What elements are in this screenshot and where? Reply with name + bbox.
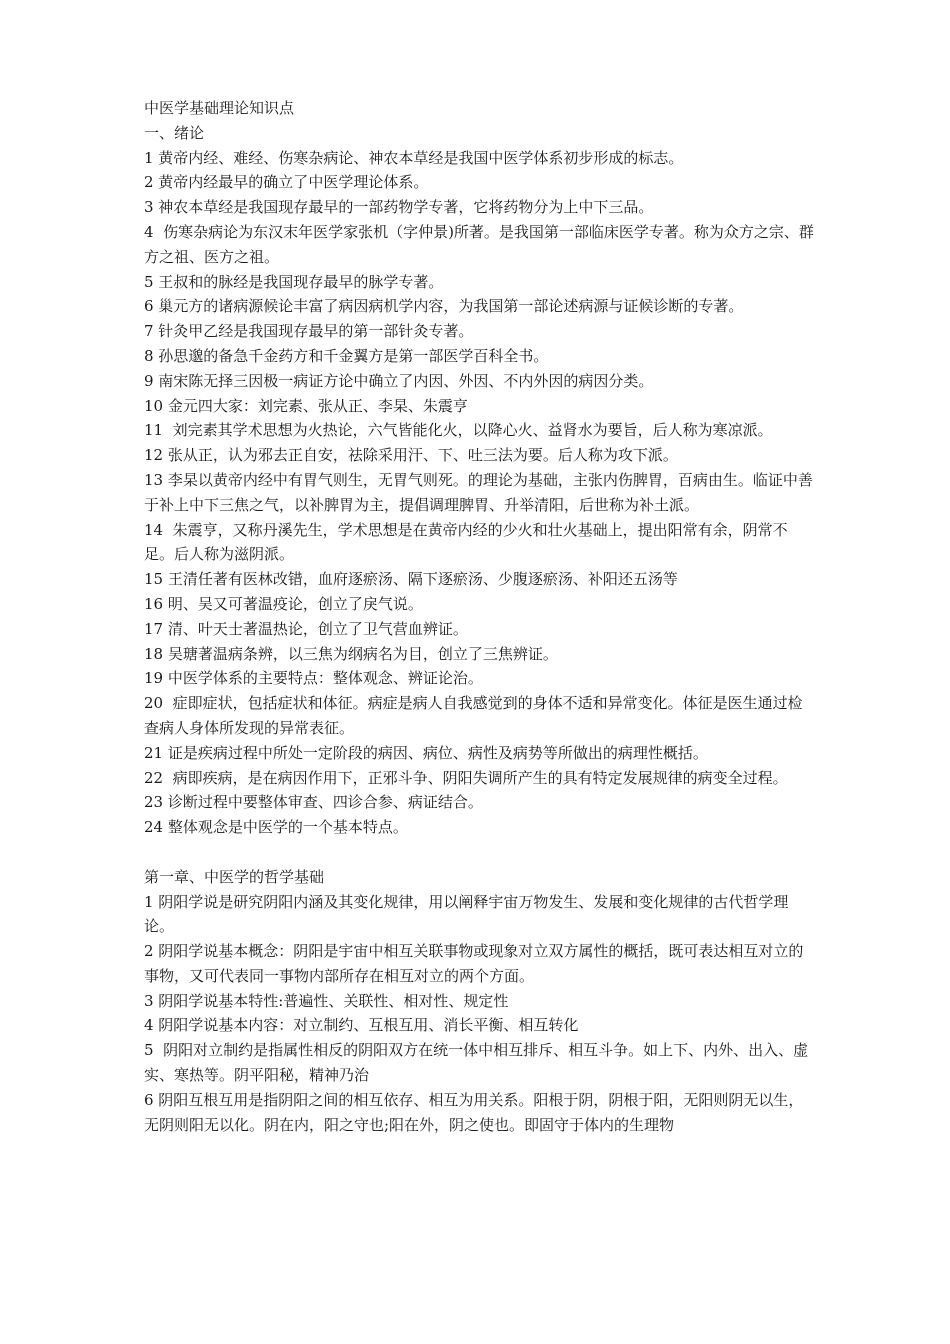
list-item: 4 阴阳学说基本内容：对立制约、互根互用、消长平衡、相互转化 — [144, 1016, 579, 1035]
list-item: 5 阴阳对立制约是指属性相反的阴阳双方在统一体中相互排斥、相互斗争。如上下、内外、出入、虚实、寒热等。阴平阳秘，精神乃治 — [144, 1041, 809, 1085]
list-item: 13 李杲以黄帝内经中有胃气则生，无胃气则死。的理论为基础，主张内伤脾胃，百病由生。临证中善于补上中下三焦之气，以补脾胃为主，提倡调理脾胃、升举清阳，后世称为补土派。 — [144, 470, 813, 514]
list-item: 5 王叔和的脉经是我国现存最早的脉学专著。 — [144, 272, 444, 291]
list-item: 16 明、吴又可著温疫论，创立了戾气说。 — [144, 594, 423, 613]
list-item: 17 清、叶天士著温热论，创立了卫气营血辨证。 — [144, 619, 468, 638]
list-item: 2 黄帝内经最早的确立了中医学理论体系。 — [144, 173, 429, 192]
section-spacer — [144, 840, 816, 865]
list-item: 6 巢元方的诸病源候论丰富了病因病机学内容，为我国第一部论述病源与证候诊断的专著。 — [144, 297, 744, 316]
list-item: 1 黄帝内经、难经、伤寒杂病论、神农本草经是我国中医学体系初步形成的标志。 — [144, 148, 684, 167]
list-item: 3 神农本草经是我国现存最早的一部药物学专著，它将药物分为上中下三品。 — [144, 198, 654, 217]
list-item: 12 张从正，认为邪去正自安，祛除采用汗、下、吐三法为要。后人称为攻下派。 — [144, 446, 678, 465]
section-heading: 一、绪论 — [144, 123, 205, 142]
section-heading: 第一章、中医学的哲学基础 — [144, 867, 325, 886]
document-page — [144, 96, 816, 1137]
list-item: 19 中医学体系的主要特点：整体观念、辨证论治。 — [144, 669, 483, 688]
list-item: 18 吴瑭著温病条辨，以三焦为纲病名为目，创立了三焦辨证。 — [144, 644, 558, 663]
list-item: 24 整体观念是中医学的一个基本特点。 — [144, 818, 408, 837]
list-item: 2 阴阳学说基本概念：阴阳是宇宙中相互关联事物或现象对立双方属性的概括，既可表达相互对立的事物，又可代表同一事物内部所存在相互对立的两个方面。 — [144, 942, 804, 985]
list-item: 10 金元四大家：刘完素、张从正、李杲、朱震亨 — [144, 396, 468, 415]
list-item: 23 诊断过程中要整体审查、四诊合参、病证结合。 — [144, 793, 483, 812]
list-item: 21 证是疾病过程中所处一定阶段的病因、病位、病性及病势等所做出的病理性概括。 — [144, 743, 708, 762]
list-item: 14 朱震亨，又称丹溪先生，学术思想是在黄帝内经的少火和壮火基础上，提出阳常有余，阴常不足。后人称为滋阴派。 — [144, 520, 788, 564]
list-item: 8 孙思邈的备急千金药方和千金翼方是第一部医学百科全书。 — [144, 346, 549, 365]
list-item: 9 南宋陈无择三因极一病证方论中确立了内因、外因、不内外因的病因分类。 — [144, 371, 654, 390]
list-item: 6 阴阳互根互用是指阴阳之间的相互依存、相互为用关系。阳根于阴，阴根于阳，无阳则阴无以生，无阴则阳无以化。阴在内，阳之守也;阳在外，阴之使也。即固守于体内的生理物 — [144, 1090, 804, 1134]
list-item: 20 症即症状，包括症状和体征。病症是病人自我感觉到的身体不适和异常变化。体征是医生通过检查病人身体所发现的异常表征。 — [144, 694, 803, 737]
list-item: 11 刘完素其学术思想为火热论，六气皆能化火，以降心火、益肾水为要旨，后人称为寒凉派。 — [144, 421, 773, 440]
list-item: 7 针灸甲乙经是我国现存最早的第一部针灸专著。 — [144, 322, 474, 341]
document-title: 中医学基础理论知识点 — [144, 99, 295, 117]
list-item: 4 伤寒杂病论为东汉末年医学家张机（字仲景)所著。是我国第一部临床医学专著。称为众方之宗、群方之祖、医方之祖。 — [144, 222, 814, 266]
list-item: 15 王清任著有医林改错，血府逐瘀汤、隔下逐瘀汤、少腹逐瘀汤、补阳还五汤等 — [144, 570, 678, 589]
list-item: 3 阴阳学说基本特性:普遍性、关联性、相对性、规定性 — [144, 991, 509, 1010]
list-item: 1 阴阳学说是研究阴阳内涵及其变化规律，用以阐释宇宙万物发生、发展和变化规律的古代哲学理论。 — [144, 892, 789, 936]
list-item: 22 病即疾病，是在病因作用下，正邪斗争、阴阳失调所产生的具有特定发展规律的病变全过程。 — [144, 768, 788, 787]
